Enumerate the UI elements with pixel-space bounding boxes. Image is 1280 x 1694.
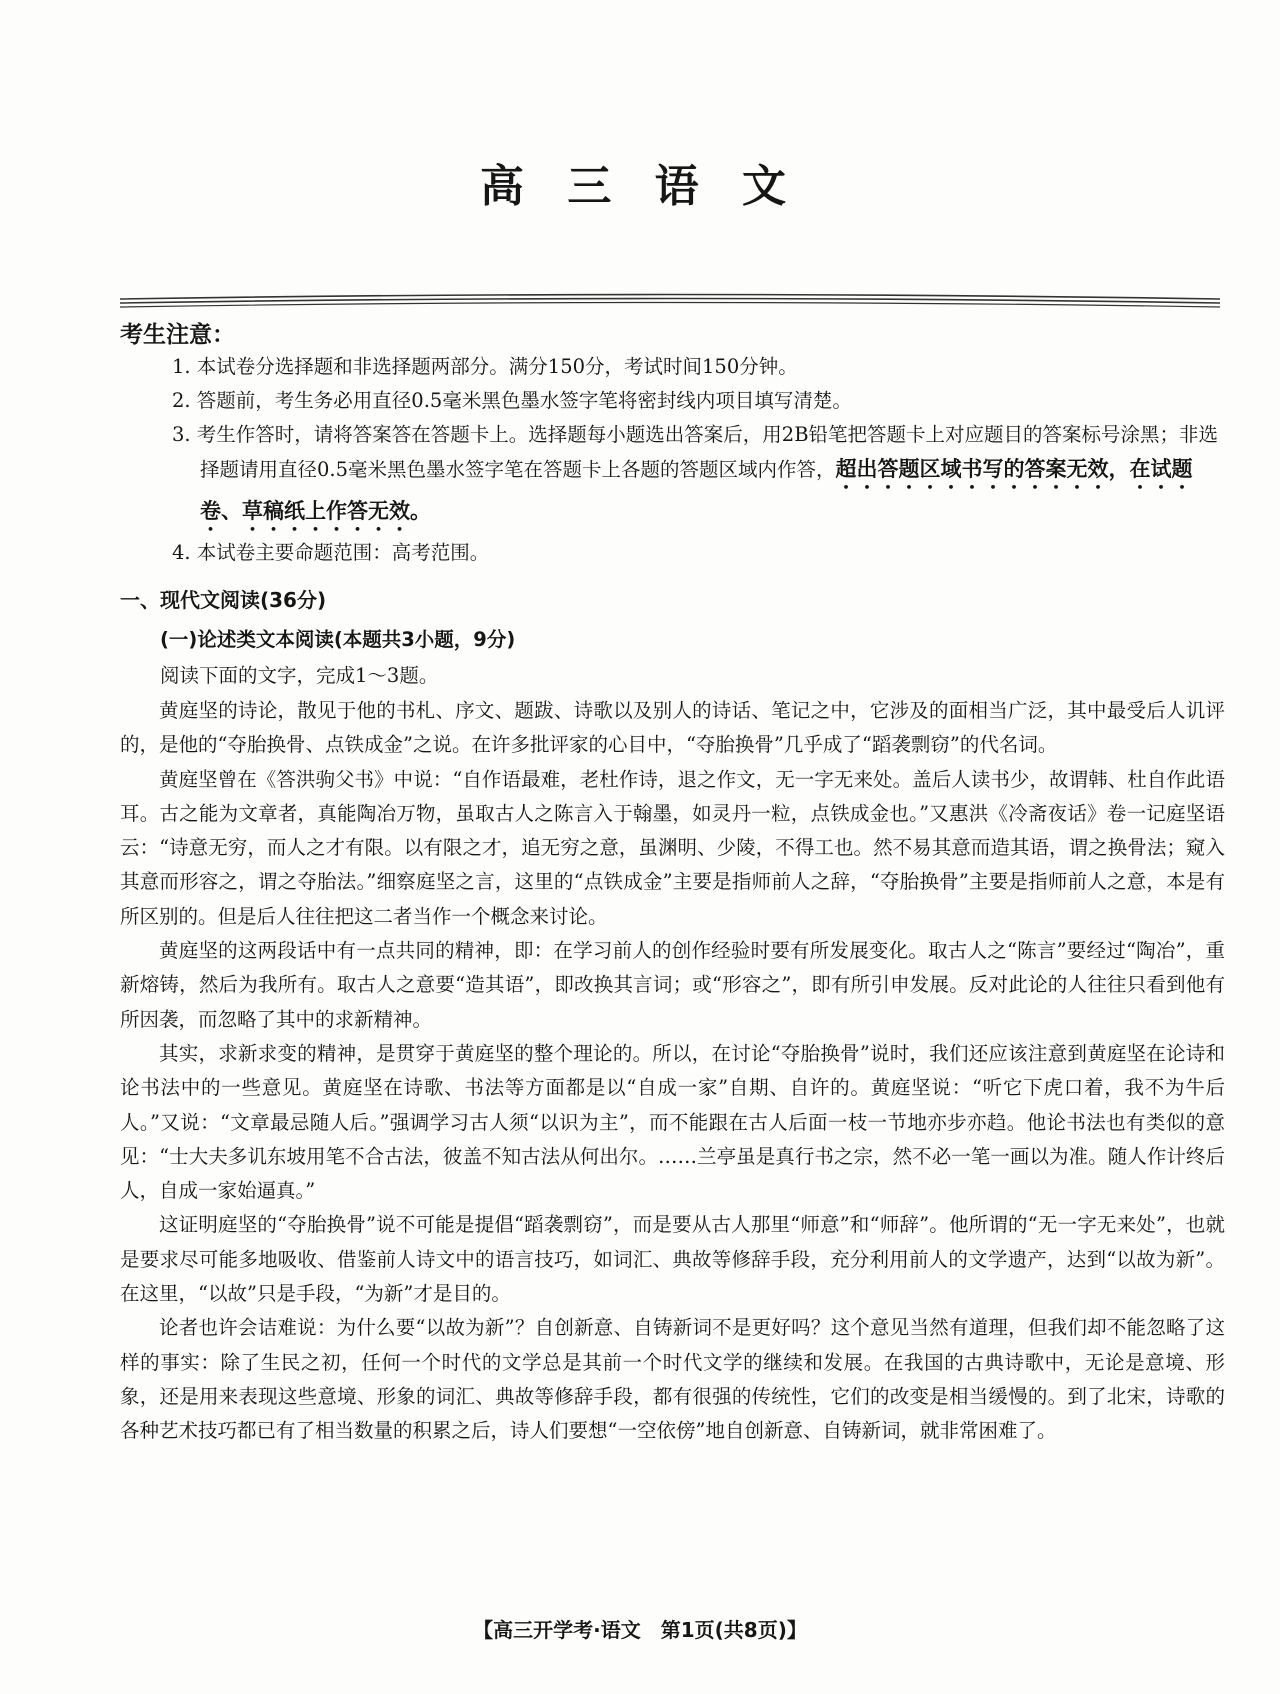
passage-paragraph-5: 这证明庭坚的“夺胎换骨”说不可能是提倡“蹈袭剽窃”，而是要从古人那里“师意”和“师辞”。他所谓的“无一字无来处”，也就是要求尽可能多地吸收、借鉴前人诗文中的语言技巧，如词汇、典故等修辞手段，充分利用前人的文学遗产，达到“以故为新”。在这里，“以故”只是手段，“为新”才是目的。 xyxy=(120,1213,1225,1306)
notice-item-1: 1. 本试卷分选择题和非选择题两部分。满分150分，考试时间150分钟。 xyxy=(172,355,798,378)
subsection-heading xyxy=(160,624,515,652)
notice-item-3 xyxy=(120,418,1230,536)
passage-paragraph-4: 其实，求新求变的精神，是贯穿于黄庭坚的整个理论的。所以，在讨论“夺胎换骨”说时，我们还应该注意到黄庭坚在论诗和论书法中的一些意见。黄庭坚在诗歌、书法等方面都是以“自成一家”自期、自许的。黄庭坚说：“听它下虎口着，我不为牛后人。”又说：“文章最忌随人后。”强调学习古人须“以识为主”，而不能跟在古人后面一枝一节地亦步亦趋。他论书法也有类似的意见：“士大夫多讥东坡用笔不合古法，彼盖不知古法从何出尔。……兰亭虽是真行书之宗，然不必一笔一画以为准。随人作计终后人，自成一家始逼真。” xyxy=(120,1041,1225,1203)
page-footer: 【高三开学考·语文 第1页(共8页)】 xyxy=(473,1618,807,1642)
passage-paragraph-6: 论者也许会诘难说：为什么要“以故为新”？自创新意、自铸新词不是更好吗？这个意见当然有道理，但我们却不能忽略了这样的事实：除了生民之初，任何一个时代的文学总是其前一个时代文学的继续和发展。在我国的古典诗歌中，无论是意境、形象，还是用来表现这些意境、形象的词汇、典故等修辞手段，都有很强的传统性，它们的改变是相当缓慢的。到了北宋，诗歌的各种艺术技巧都已有了相当数量的积累之后，诗人们要想“一空依傍”地自创新意、自铸新词，就非常困难了。 xyxy=(120,1316,1225,1443)
section-heading: 一、现代文阅读(36分) xyxy=(120,588,327,612)
passage-paragraph-2: 黄庭坚曾在《答洪驹父书》中说：“自作语最难，老杜作诗，退之作文，无一字无来处。盖后人读书少，故谓韩、杜自作此语耳。古之能为文章者，真能陶冶万物，虽取古人之陈言入于翰墨，如灵丹一粒，点铁成金也。”又惠洪《冷斋夜话》卷一记庭坚语云：“诗意无穷，而人之才有限。以有限之才，追无穷之意，虽渊明、少陵，不得工也。然不易其意而造其语，谓之换骨法；窥入其意而形容之，谓之夺胎法。”细察庭坚之言，这里的“点铁成金”主要是指师前人之辞，“夺胎换骨”主要是指师前人之意，本是有所区别的。但是后人往往把这二者当作一个概念来讨论。 xyxy=(120,767,1225,928)
passage-paragraph-1: 黄庭坚的诗论，散见于他的书札、序文、题跋、诗歌以及别人的诗话、笔记之中，它涉及的面相当广泛，其中最受后人讥评的，是他的“夺胎换骨、点铁成金”之说。在许多批评家的心目中，“夺胎换骨”几乎成了“蹈袭剽窃”的代名词。 xyxy=(120,699,1225,757)
page-title: 高 三 语 文 xyxy=(480,161,800,212)
header-rule xyxy=(120,292,1220,314)
notice-item-2: 2. 答题前，考生务必用直径0.5毫米黑色墨水签字笔将密封线内项目填写清楚。 xyxy=(172,389,852,412)
notice-item-3-text: 3. 考生作答时，请将答案答在答题卡上。选择题每小题选出答案后，用2B铅笔把答题卡上对应题目的答案标号涂黑；非选择题请用直径0.5毫米黑色墨水签字笔在答题卡上各题的答题区域内作答， xyxy=(172,423,1219,481)
notice-item-3-emphasis: 超出答题区域书写的答案无效，在试题卷、草稿纸上作答无效。 xyxy=(200,457,1193,523)
reading-instruction: 阅读下面的文字，完成1～3题。 xyxy=(160,664,439,687)
notice-list xyxy=(120,350,1230,570)
passage-paragraph-3: 黄庭坚的这两段话中有一点共同的精神，即：在学习前人的创作经验时要有所发展变化。取古人之“陈言”要经过“陶冶”，重新熔铸，然后为我所有。取古人之意要“造其语”，即改换其言词；或“形容之”，即有所引申发展。反对此论的人往往只看到他有所因袭，而忽略了其中的求新精神。 xyxy=(120,939,1225,1031)
reading-passage xyxy=(120,694,1225,1449)
notice-heading: 考生注意： xyxy=(120,322,235,348)
subsection-heading-text: (一)论述类文本阅读(本题共3小题，9分) xyxy=(160,628,516,651)
notice-item-4: 4. 本试卷主要命题范围：高考范围。 xyxy=(172,541,490,564)
